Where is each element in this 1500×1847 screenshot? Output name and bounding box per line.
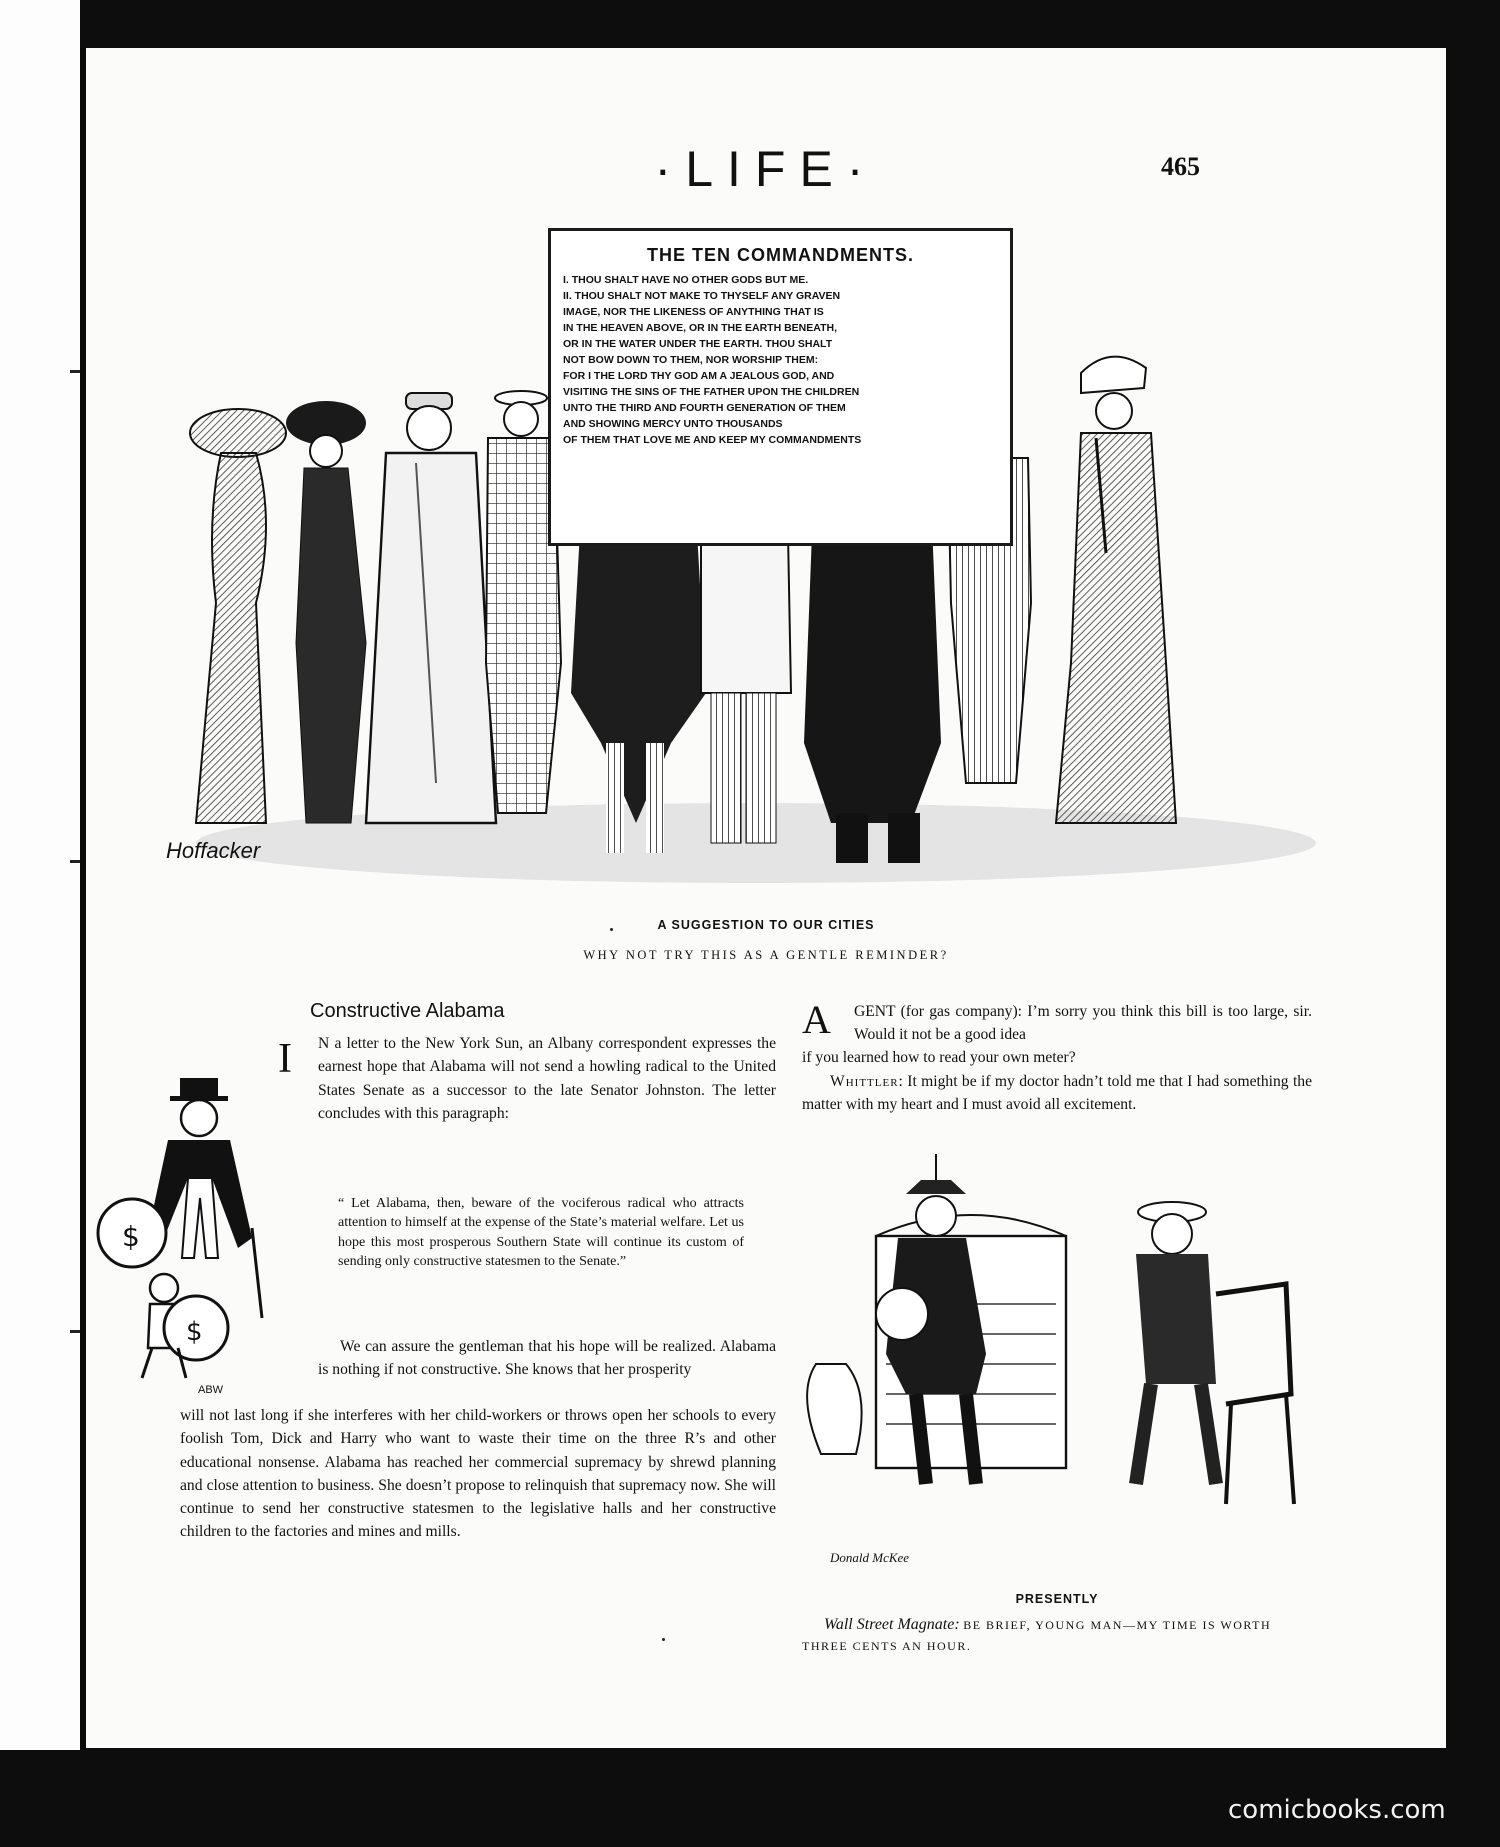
speaker-name: Whittler	[830, 1073, 899, 1090]
article-dropcap: I	[278, 1036, 292, 1082]
cartoon-caption-subtitle: WHY NOT TRY THIS AS A GENTLE REMINDER?	[583, 948, 949, 962]
magazine-page	[86, 48, 1446, 1748]
illustration-signature: ABW	[198, 1384, 224, 1396]
site-watermark: comicbooks.com	[1228, 1795, 1446, 1825]
sign-line: I. THOU SHALT HAVE NO OTHER GODS BUT ME.	[563, 274, 809, 286]
svg-text:$: $	[122, 1220, 140, 1253]
sign-line: UNTO THE THIRD AND FOURTH GENERATION OF THEM	[563, 402, 846, 414]
caption-speaker: Wall Street Magnate:	[824, 1616, 960, 1633]
cartoon-caption-dialogue	[802, 1614, 1312, 1657]
sign-line: OF THEM THAT LOVE ME AND KEEP MY COMMANDMENTS	[563, 434, 862, 446]
sign-line: NOT BOW DOWN TO THEM, NOR WORSHIP THEM:	[563, 354, 819, 366]
commandments-sign	[548, 228, 1013, 546]
artist-signature: Donald McKee	[830, 1550, 910, 1565]
sign-line: VISITING THE SINS OF THE FATHER UPON THE CHILDREN	[563, 386, 860, 398]
cartoon-caption-title: PRESENTLY	[1015, 1592, 1099, 1606]
masthead-title: ·LIFE·	[654, 141, 878, 197]
caption-speech: BE BRIEF, YOUNG MAN—MY TIME IS WORTH THREE CENTS AN HOUR.	[802, 1618, 1272, 1653]
agent-dialogue-continued: if you learned how to read your own meter?	[802, 1049, 1076, 1066]
scan-margin	[0, 0, 80, 1847]
whittler-reply	[802, 1070, 1312, 1117]
cartoon-caption-title: A SUGGESTION TO OUR CITIES	[657, 918, 875, 932]
print-speck	[610, 928, 613, 931]
capitalist-with-money-bags-illustration	[92, 1078, 312, 1388]
article-quote: “ Let Alabama, then, beware of the vociferous radical who attracts attention to himself at the expense of the State’s material welfare. Let us hope this most prosperous Southern State will continue its custom of sending only constructive statesmen to the Senate.”	[338, 1196, 744, 1269]
sign-line: AND SHOWING MERCY UNTO THOUSANDS	[563, 418, 783, 430]
article-paragraph: will not last long if she interferes with her child-workers or throws open her schools to every foolish Tom, Dick and Harry who want to waste their time on the three R’s and other educational nonsense. Alabama has reached her commercial supremacy by shrewd planning and close attention to business. She doesn’t propose to relinquish that supremacy now. She will continue to send her constructive statesmen to the legislative halls and her constructive children to the factories and mines and mills.	[180, 1407, 776, 1541]
page-right-border	[1446, 48, 1500, 1847]
agent-dialogue: GENT (for gas company): I’m sorry you think this bill is too large, sir. Would it not be a good idea	[854, 1003, 1312, 1044]
sign-line: IMAGE, NOR THE LIKENESS OF ANYTHING THAT IS	[563, 306, 824, 318]
article-paragraph: We can assure the gentleman that his hope will be realized. Alabama is nothing if not constructive. She knows that her prosperity	[318, 1338, 776, 1379]
sign-line: IN THE HEAVEN ABOVE, OR IN THE EARTH BENEATH,	[563, 322, 837, 334]
agent-dropcap: A	[802, 997, 831, 1042]
sign-title: THE TEN COMMANDMENTS.	[647, 245, 914, 265]
sign-line: II. THOU SHALT NOT MAKE TO THYSELF ANY GRAVEN	[563, 290, 841, 302]
article-paragraph: N a letter to the New York Sun, an Albany correspondent expresses the earnest hope that Alabama will not send a howling radical to the United States Senate as a successor to the late Senator Johnston. The letter concludes with this paragraph:	[318, 1035, 776, 1122]
reply-text: : It might be if my doctor hadn’t told me that I had something the matter with my heart and I must avoid all excitement.	[802, 1073, 1312, 1114]
print-speck	[662, 1638, 665, 1641]
sign-line: FOR I THE LORD THY GOD AM A JEALOUS GOD, AND	[563, 370, 835, 382]
page-number: 465	[1161, 152, 1200, 181]
artist-signature: Hoffacker	[166, 838, 261, 863]
article-title: Constructive Alabama	[310, 1000, 505, 1022]
wall-street-magnate-cartoon	[776, 1154, 1322, 1574]
sign-line: OR IN THE WATER UNDER THE EARTH. THOU SHALT	[563, 338, 833, 350]
svg-text:$: $	[186, 1317, 203, 1347]
